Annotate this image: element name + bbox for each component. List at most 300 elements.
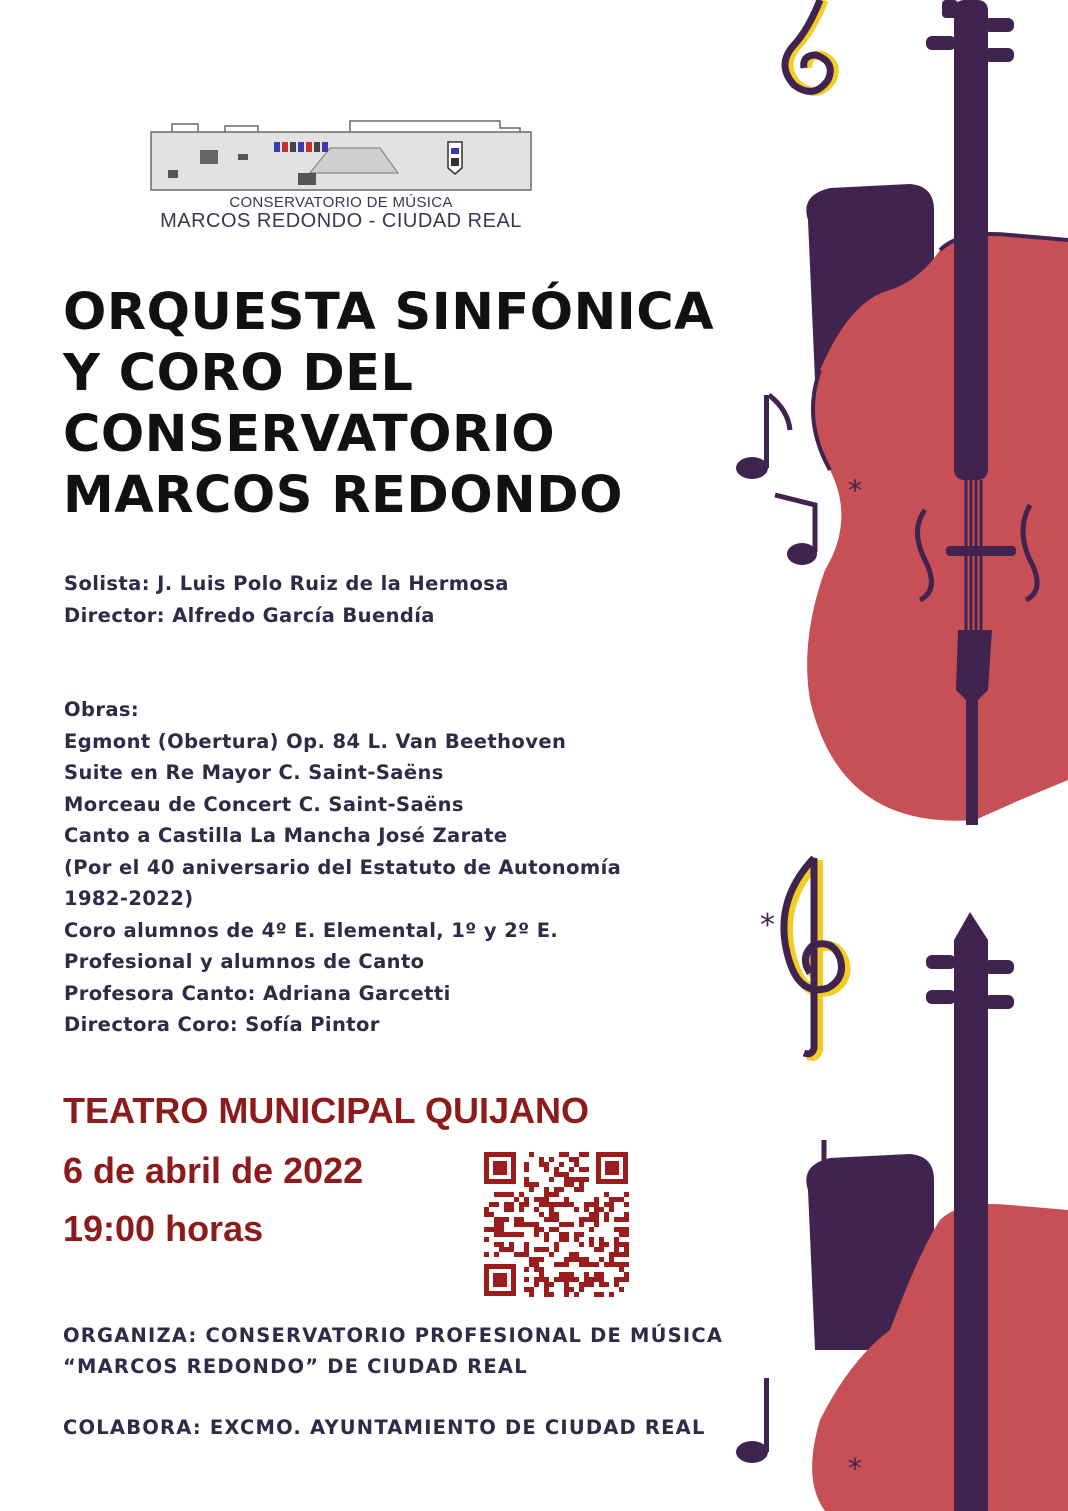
qr-module — [624, 1272, 629, 1277]
event-date: 6 de abril de 2022 — [63, 1150, 364, 1191]
qr-module — [494, 1252, 499, 1257]
qr-module — [549, 1207, 554, 1212]
qr-module — [579, 1217, 584, 1222]
qr-code[interactable] — [482, 1150, 630, 1298]
qr-module — [584, 1202, 589, 1207]
qr-module — [564, 1292, 569, 1297]
qr-module — [504, 1202, 509, 1207]
concert-title — [63, 282, 714, 526]
qr-module — [624, 1192, 629, 1197]
qr-module — [544, 1232, 549, 1237]
qr-module — [549, 1177, 554, 1182]
qr-module — [539, 1247, 544, 1252]
qr-module — [604, 1262, 609, 1267]
qr-module — [589, 1262, 594, 1267]
qr-module — [599, 1292, 604, 1297]
qr-module — [539, 1157, 544, 1162]
qr-module — [499, 1222, 504, 1227]
qr-module — [524, 1287, 529, 1292]
qr-module — [564, 1202, 569, 1207]
qr-module — [589, 1237, 594, 1242]
qr-module — [559, 1262, 564, 1267]
qr-module — [569, 1287, 574, 1292]
qr-module — [544, 1292, 549, 1297]
qr-module — [604, 1202, 609, 1207]
qr-module — [619, 1262, 624, 1267]
qr-module — [564, 1282, 569, 1287]
qr-module — [574, 1237, 579, 1242]
qr-module — [619, 1227, 624, 1232]
soloist-line: Solista: J. Luis Polo Ruiz de la Hermosa — [64, 572, 509, 595]
qr-module — [604, 1242, 609, 1247]
qr-module — [544, 1162, 549, 1167]
qr-module — [549, 1192, 554, 1197]
qr-module — [494, 1222, 499, 1227]
qr-module — [614, 1217, 619, 1222]
qr-module — [544, 1197, 549, 1202]
qr-module — [534, 1232, 539, 1237]
qr-module — [609, 1292, 614, 1297]
qr-module — [529, 1292, 534, 1297]
qr-module — [574, 1207, 579, 1212]
cello-illustration — [720, 0, 1068, 1511]
qr-module — [504, 1232, 509, 1237]
qr-module — [534, 1227, 539, 1232]
qr-module — [524, 1277, 529, 1282]
qr-module — [584, 1217, 589, 1222]
qr-module — [574, 1257, 579, 1262]
qr-module — [484, 1207, 489, 1212]
qr-module — [569, 1182, 574, 1187]
qr-module — [599, 1282, 604, 1287]
qr-module — [614, 1227, 619, 1232]
program-line: (Por el 40 aniversario del Estatuto de Autonomía — [64, 855, 622, 879]
qr-module — [589, 1202, 594, 1207]
qr-module — [614, 1237, 619, 1242]
qr-module — [614, 1247, 619, 1252]
program-line: 1982-2022) — [64, 887, 194, 910]
qr-module — [594, 1202, 599, 1207]
qr-module — [579, 1262, 584, 1267]
qr-module — [509, 1202, 514, 1207]
qr-module — [554, 1217, 559, 1222]
lower-cello — [736, 912, 1068, 1511]
qr-module — [609, 1202, 614, 1207]
qr-module — [524, 1177, 529, 1182]
qr-module — [554, 1202, 559, 1207]
qr-module — [489, 1212, 494, 1217]
qr-module — [619, 1232, 624, 1237]
qr-module — [539, 1197, 544, 1202]
qr-module — [534, 1222, 539, 1227]
qr-module — [569, 1177, 574, 1182]
qr-module — [559, 1202, 564, 1207]
qr-module — [579, 1257, 584, 1262]
qr-module — [554, 1277, 559, 1282]
qr-module — [624, 1232, 629, 1237]
qr-module — [539, 1162, 544, 1167]
qr-module — [534, 1247, 539, 1252]
program-line: Profesional y alumnos de Canto — [64, 950, 425, 973]
qr-module — [514, 1197, 519, 1202]
treble-clef-icon — [785, 0, 834, 91]
program-line: Suite en Re Mayor C. Saint-Saëns — [64, 761, 444, 784]
qr-module — [564, 1277, 569, 1282]
qr-module — [589, 1227, 594, 1232]
svg-text:*: * — [890, 219, 904, 252]
qr-module — [494, 1232, 499, 1237]
qr-module — [539, 1272, 544, 1277]
qr-module — [579, 1177, 584, 1182]
organizer-line: ORGANIZA: CONSERVATORIO PROFESIONAL DE MÚSICA — [63, 1324, 724, 1347]
qr-module — [614, 1277, 619, 1282]
qr-module — [524, 1222, 529, 1227]
qr-module — [584, 1282, 589, 1287]
qr-module — [609, 1207, 614, 1212]
qr-module — [489, 1227, 494, 1232]
qr-module — [544, 1287, 549, 1292]
qr-module — [574, 1177, 579, 1182]
qr-module — [569, 1252, 574, 1257]
qr-module — [579, 1152, 584, 1157]
qr-module — [564, 1262, 569, 1267]
qr-module — [529, 1222, 534, 1227]
qr-module — [494, 1227, 499, 1232]
qr-module — [564, 1222, 569, 1227]
qr-module — [534, 1282, 539, 1287]
qr-module — [534, 1197, 539, 1202]
qr-module — [589, 1282, 594, 1287]
qr-module — [494, 1242, 499, 1247]
qr-module — [539, 1227, 544, 1232]
qr-module — [514, 1252, 519, 1257]
qr-module — [509, 1247, 514, 1252]
qr-module — [594, 1212, 599, 1217]
qr-module — [499, 1192, 504, 1197]
qr-module — [519, 1217, 524, 1222]
qr-module — [534, 1257, 539, 1262]
qr-module — [524, 1182, 529, 1187]
qr-module — [544, 1167, 549, 1172]
qr-module — [564, 1287, 569, 1292]
conservatory-building-logo — [150, 118, 532, 192]
qr-module — [579, 1242, 584, 1247]
qr-module — [614, 1197, 619, 1202]
qr-module — [499, 1232, 504, 1237]
qr-module — [594, 1217, 599, 1222]
qr-module — [499, 1227, 504, 1232]
qr-module — [569, 1157, 574, 1162]
qr-module — [519, 1207, 524, 1212]
qr-module — [549, 1292, 554, 1297]
qr-module — [514, 1232, 519, 1237]
qr-module — [564, 1232, 569, 1237]
qr-module — [579, 1232, 584, 1237]
event-time: 19:00 horas — [63, 1208, 264, 1249]
qr-module — [519, 1192, 524, 1197]
qr-module — [509, 1192, 514, 1197]
program-line: Egmont (Obertura) Op. 84 L. Van Beethoven — [64, 729, 567, 753]
qr-module — [484, 1252, 489, 1257]
qr-module — [604, 1282, 609, 1287]
qr-module — [599, 1242, 604, 1247]
qr-module — [609, 1252, 614, 1257]
qr-module — [564, 1152, 569, 1157]
qr-module — [524, 1247, 529, 1252]
program-line: Canto a Castilla La Mancha José Zarate — [64, 824, 508, 847]
title-line: MARCOS REDONDO — [63, 466, 623, 525]
qr-module — [589, 1242, 594, 1247]
qr-module — [604, 1212, 609, 1217]
qr-module — [589, 1277, 594, 1282]
qr-module — [594, 1207, 599, 1212]
performer-credits — [64, 568, 509, 631]
qr-module — [544, 1217, 549, 1222]
qr-module — [619, 1252, 624, 1257]
qr-module — [539, 1267, 544, 1272]
title-line: Y CORO DEL — [63, 344, 414, 403]
collaborator-line: COLABORA: EXCMO. AYUNTAMIENTO DE CIUDAD REAL — [63, 1416, 706, 1439]
qr-module — [539, 1257, 544, 1262]
qr-module — [559, 1232, 564, 1237]
qr-module — [549, 1282, 554, 1287]
qr-module — [534, 1267, 539, 1272]
qr-module — [514, 1217, 519, 1222]
qr-module — [489, 1202, 494, 1207]
qr-module — [589, 1217, 594, 1222]
music-note-icon — [736, 395, 817, 565]
qr-module — [559, 1187, 564, 1192]
program-line: Directora Coro: Sofía Pintor — [64, 1013, 380, 1036]
qr-module — [594, 1272, 599, 1277]
qr-module — [524, 1197, 529, 1202]
qr-module — [574, 1232, 579, 1237]
qr-module — [499, 1247, 504, 1252]
qr-module — [494, 1202, 499, 1207]
qr-module — [609, 1197, 614, 1202]
qr-module — [529, 1152, 534, 1157]
qr-module — [534, 1182, 539, 1187]
qr-module — [599, 1277, 604, 1282]
qr-module — [594, 1197, 599, 1202]
qr-module — [554, 1167, 559, 1172]
qr-module — [564, 1237, 569, 1242]
qr-module — [539, 1202, 544, 1207]
qr-module — [569, 1202, 574, 1207]
qr-module — [609, 1257, 614, 1262]
qr-module — [619, 1242, 624, 1247]
qr-module — [554, 1192, 559, 1197]
qr-module — [624, 1227, 629, 1232]
qr-module — [554, 1172, 559, 1177]
qr-module — [509, 1232, 514, 1237]
qr-module — [544, 1237, 549, 1242]
qr-module — [554, 1212, 559, 1217]
qr-module — [574, 1292, 579, 1297]
qr-module — [529, 1257, 534, 1262]
qr-module — [584, 1272, 589, 1277]
svg-text:*: * — [848, 1452, 862, 1485]
qr-module — [594, 1247, 599, 1252]
qr-module — [599, 1247, 604, 1252]
qr-module — [594, 1222, 599, 1227]
qr-module — [584, 1257, 589, 1262]
qr-module — [564, 1172, 569, 1177]
qr-module — [559, 1162, 564, 1167]
qr-module — [504, 1217, 509, 1222]
qr-module — [609, 1262, 614, 1267]
qr-module — [524, 1202, 529, 1207]
qr-module — [549, 1202, 554, 1207]
qr-module — [504, 1247, 509, 1252]
qr-module — [599, 1272, 604, 1277]
qr-module — [569, 1167, 574, 1172]
qr-module — [534, 1277, 539, 1282]
qr-module — [579, 1222, 584, 1227]
qr-module — [599, 1257, 604, 1262]
qr-module — [554, 1247, 559, 1252]
qr-module — [624, 1252, 629, 1257]
qr-module — [559, 1277, 564, 1282]
qr-module — [604, 1217, 609, 1222]
qr-module — [584, 1177, 589, 1182]
program-line: Coro alumnos de 4º E. Elemental, 1º y 2º E. — [64, 918, 559, 942]
qr-module — [559, 1172, 564, 1177]
qr-module — [619, 1267, 624, 1272]
qr-module — [619, 1277, 624, 1282]
qr-module — [534, 1207, 539, 1212]
qr-module — [579, 1287, 584, 1292]
treble-clef-icon — [784, 858, 846, 1056]
qr-module — [544, 1247, 549, 1252]
qr-module — [619, 1197, 624, 1202]
qr-module — [569, 1222, 574, 1227]
logo-line1: CONSERVATORIO DE MÚSICA — [229, 194, 453, 211]
svg-text:*: * — [848, 474, 862, 507]
qr-module — [569, 1257, 574, 1262]
qr-module — [534, 1262, 539, 1267]
qr-module — [544, 1202, 549, 1207]
qr-module — [544, 1282, 549, 1287]
qr-module — [584, 1277, 589, 1282]
qr-module — [574, 1252, 579, 1257]
director-line: Director: Alfredo García Buendía — [64, 603, 435, 627]
organizer-line: “MARCOS REDONDO” DE CIUDAD REAL — [63, 1355, 528, 1378]
qr-module — [614, 1262, 619, 1267]
qr-module — [584, 1167, 589, 1172]
qr-module — [569, 1272, 574, 1277]
qr-module — [599, 1207, 604, 1212]
qr-module — [564, 1257, 569, 1262]
qr-module — [574, 1157, 579, 1162]
qr-module — [544, 1277, 549, 1282]
qr-module — [529, 1182, 534, 1187]
qr-module — [539, 1277, 544, 1282]
qr-module — [624, 1247, 629, 1252]
qr-module — [529, 1287, 534, 1292]
qr-module — [624, 1242, 629, 1247]
qr-module — [554, 1242, 559, 1247]
organizer-block — [63, 1320, 723, 1382]
qr-module — [614, 1252, 619, 1257]
qr-module — [554, 1262, 559, 1267]
qr-module — [554, 1227, 559, 1232]
qr-module — [509, 1207, 514, 1212]
qr-module — [484, 1227, 489, 1232]
qr-module — [524, 1242, 529, 1247]
qr-module — [594, 1277, 599, 1282]
qr-module — [579, 1187, 584, 1192]
qr-module — [624, 1212, 629, 1217]
qr-module — [514, 1222, 519, 1227]
venue-name: TEATRO MUNICIPAL QUIJANO — [63, 1090, 590, 1131]
qr-module — [559, 1272, 564, 1277]
logo-line2: MARCOS REDONDO - CIUDAD REAL — [160, 210, 522, 232]
qr-module — [559, 1152, 564, 1157]
qr-module — [519, 1252, 524, 1257]
qr-module — [549, 1212, 554, 1217]
qr-module — [524, 1267, 529, 1272]
qr-module — [614, 1242, 619, 1247]
qr-module — [519, 1222, 524, 1227]
qr-module — [484, 1237, 489, 1242]
qr-module — [544, 1187, 549, 1192]
qr-module — [504, 1192, 509, 1197]
program-line: Profesora Canto: Adriana Garcetti — [64, 981, 451, 1005]
qr-module — [594, 1292, 599, 1297]
qr-module — [564, 1272, 569, 1277]
qr-module — [574, 1187, 579, 1192]
qr-module — [549, 1157, 554, 1162]
qr-module — [509, 1242, 514, 1247]
qr-module — [554, 1187, 559, 1192]
qr-module — [584, 1262, 589, 1267]
qr-module — [494, 1217, 499, 1222]
qr-module — [599, 1237, 604, 1242]
qr-module — [494, 1192, 499, 1197]
qr-module — [524, 1167, 529, 1172]
qr-module — [484, 1212, 489, 1217]
qr-module — [594, 1262, 599, 1267]
qr-module — [559, 1222, 564, 1227]
qr-module — [549, 1227, 554, 1232]
qr-module — [549, 1217, 554, 1222]
qr-module — [559, 1237, 564, 1242]
title-line: CONSERVATORIO — [63, 405, 556, 464]
qr-module — [574, 1162, 579, 1167]
qr-module — [499, 1217, 504, 1222]
qr-module — [614, 1282, 619, 1287]
qr-module — [519, 1232, 524, 1237]
qr-module — [564, 1177, 569, 1182]
qr-module — [579, 1167, 584, 1172]
qr-module — [519, 1202, 524, 1207]
qr-module — [504, 1207, 509, 1212]
svg-text:*: * — [760, 908, 775, 943]
qr-module — [524, 1162, 529, 1167]
upper-cello — [806, 0, 1068, 825]
qr-module — [499, 1242, 504, 1247]
qr-module — [624, 1202, 629, 1207]
qr-module — [574, 1277, 579, 1282]
qr-module — [564, 1197, 569, 1202]
qr-module — [564, 1182, 569, 1187]
qr-module — [584, 1207, 589, 1212]
qr-module — [529, 1187, 534, 1192]
title-line: ORQUESTA SINFÓNICA — [63, 283, 715, 342]
qr-module — [624, 1262, 629, 1267]
qr-module — [619, 1287, 624, 1292]
